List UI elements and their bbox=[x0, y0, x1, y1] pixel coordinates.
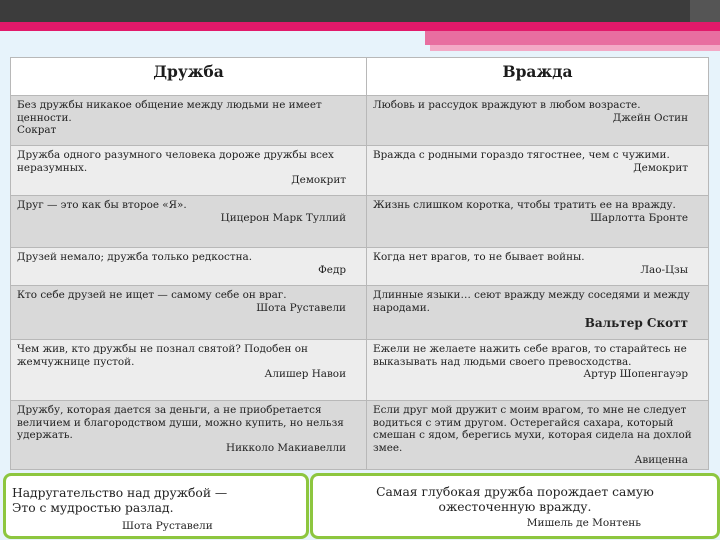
quote-author: Цицерон Марк Туллий bbox=[220, 211, 346, 224]
quote-author: Шота Руставели bbox=[256, 301, 346, 314]
pink-accent-block-light bbox=[430, 45, 720, 51]
enmity-cell bbox=[367, 248, 709, 286]
table-row bbox=[11, 146, 709, 196]
enmity-cell bbox=[367, 286, 709, 340]
quote-text: Кто себе друзей не ищет — самому себе он враг. bbox=[17, 289, 287, 301]
quote-author: Мишель де Монтень bbox=[526, 517, 641, 529]
friendship-cell bbox=[11, 286, 367, 340]
quote-line-1: Самая глубокая дружба порождает самую bbox=[376, 485, 654, 499]
table-row bbox=[11, 196, 709, 248]
pink-accent-line bbox=[0, 22, 720, 31]
quote-author: Шота Руставели bbox=[122, 520, 213, 532]
quote-author: Шарлотта Бронте bbox=[590, 211, 688, 224]
quote-text: Ежели не желаете нажить себе врагов, то старайтесь не выказывать над людьми своего превосходства. bbox=[373, 343, 687, 368]
friendship-cell bbox=[11, 340, 367, 401]
quote-line-2: ожесточенную вражду. bbox=[438, 500, 592, 514]
enmity-cell bbox=[367, 146, 709, 196]
table-row bbox=[11, 286, 709, 340]
friendship-cell bbox=[11, 401, 367, 470]
bottom-left-quote-box bbox=[3, 473, 309, 539]
enmity-cell bbox=[367, 196, 709, 248]
pink-accent-block bbox=[425, 31, 720, 45]
quote-text: Если друг мой дружит с моим врагом, то мне не следует водиться с этим другом. Остерегайся сахара, который смешан с ядом, берегись мухи, которая сидела на дохлой змее. bbox=[373, 404, 692, 454]
quote-line-2: Это с мудростью разлад. bbox=[12, 501, 174, 515]
quote-author: Алишер Навои bbox=[264, 368, 346, 381]
quote-text: Когда нет врагов, то не бывает войны. bbox=[373, 251, 585, 263]
quote-text: Друзей немало; дружба только редкостна. bbox=[17, 251, 252, 263]
friendship-cell bbox=[11, 196, 367, 248]
friendship-cell bbox=[11, 248, 367, 286]
quote-text: Вражда с родными гораздо тягостнее, чем с чужими. bbox=[373, 149, 670, 161]
header-friendship: Дружба bbox=[11, 58, 367, 96]
friendship-cell bbox=[11, 96, 367, 146]
quote-author: Лао-Цзы bbox=[640, 263, 688, 276]
enmity-cell bbox=[367, 340, 709, 401]
quote-author: Артур Шопенгауэр bbox=[583, 368, 688, 381]
table-row bbox=[11, 96, 709, 146]
header-enmity: Вражда bbox=[367, 58, 709, 96]
quote-author: Демокрит bbox=[633, 161, 688, 174]
quote-text: Друг — это как бы второе «Я». bbox=[17, 199, 187, 211]
quote-author: Сократ bbox=[17, 124, 57, 137]
quote-text: Дружба одного разумного человека дороже дружбы всех неразумных. bbox=[17, 149, 334, 174]
quote-text: Дружбу, которая дается за деньги, а не приобретается величием и благородством души, можно купить, но нельзя удержать. bbox=[17, 404, 344, 442]
friendship-cell bbox=[11, 146, 367, 196]
table-row bbox=[11, 340, 709, 401]
quote-text: Длинные языки… сеют вражду между соседями и между народами. bbox=[373, 289, 690, 314]
table-row bbox=[11, 248, 709, 286]
table-header-row bbox=[11, 58, 709, 96]
quotes-table bbox=[10, 57, 709, 470]
quote-text: Без дружбы никакое общение между людьми не имеет ценности. bbox=[17, 99, 322, 124]
quote-line-1: Надругательство над дружбой — bbox=[12, 486, 228, 500]
quote-author: Джейн Остин bbox=[612, 111, 688, 124]
quote-author: Демокрит bbox=[291, 174, 346, 187]
quote-author: Федр bbox=[318, 263, 346, 276]
quote-text: Жизнь слишком коротка, чтобы тратить ее на вражду. bbox=[373, 199, 676, 211]
quote-text: Чем жив, кто дружбы не познал святой? Подобен он жемчужнице пустой. bbox=[17, 343, 308, 368]
top-dark-bar bbox=[0, 0, 720, 22]
quote-text: Любовь и рассудок враждуют в любом возрасте. bbox=[373, 99, 641, 111]
enmity-cell bbox=[367, 401, 709, 470]
bottom-right-quote-box bbox=[310, 473, 720, 539]
quote-author: Никколо Макиавелли bbox=[226, 441, 346, 454]
quote-author: Авиценна bbox=[634, 454, 688, 467]
enmity-cell bbox=[367, 96, 709, 146]
table-row bbox=[11, 401, 709, 470]
top-bar-stripe bbox=[690, 0, 720, 22]
quote-author: Вальтер Скотт bbox=[584, 316, 688, 331]
